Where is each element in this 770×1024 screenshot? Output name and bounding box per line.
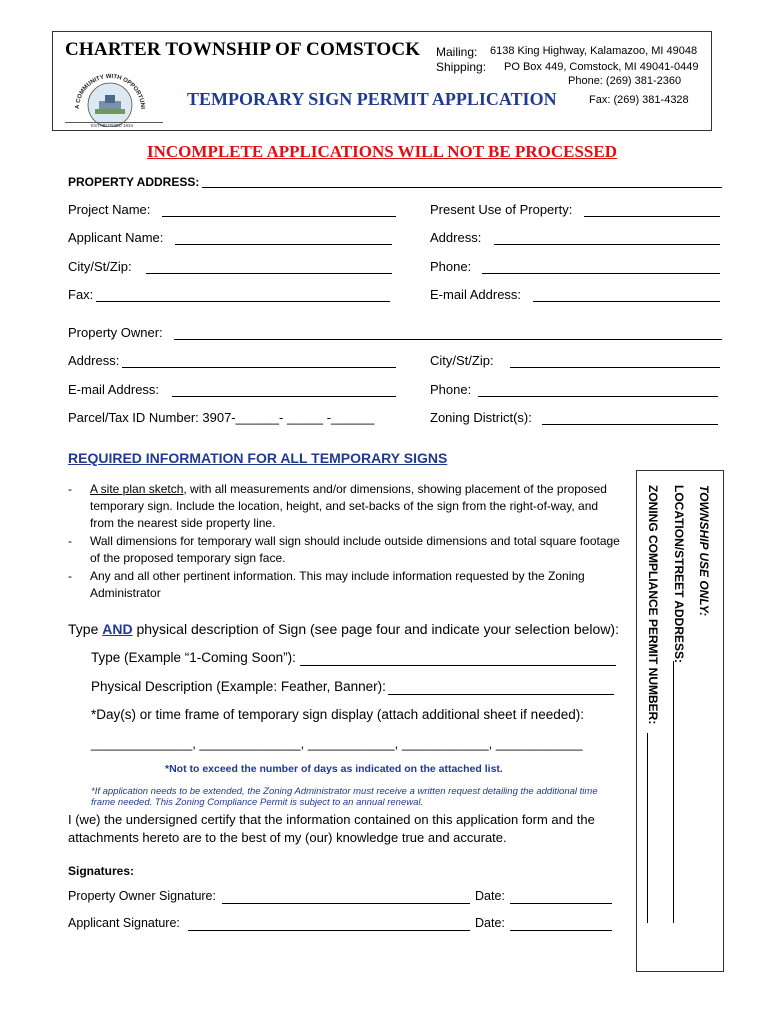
bullet-dash: - (68, 569, 72, 583)
property-address-input[interactable] (202, 187, 722, 188)
owner-date-label: Date: (475, 889, 505, 903)
applicant-signature-input[interactable] (188, 930, 470, 931)
fax-input[interactable] (96, 301, 390, 302)
applicant-email-label: E-mail Address: (430, 287, 522, 302)
present-use-label: Present Use of Property: (430, 202, 573, 217)
shipping-label: Shipping: (436, 60, 487, 74)
display-days-label: *Day(s) or time frame of temporary sign display (attach additional sheet if needed): (91, 707, 584, 722)
certification-statement: I (we) the undersigned certify that the information contained on this application form and the attachments hereto are to the best of my (our) knowledge true and accurate. (68, 812, 595, 845)
property-address-label: PROPERTY ADDRESS: (68, 175, 200, 189)
org-name: CHARTER TOWNSHIP OF COMSTOCK (65, 39, 421, 60)
type-pre: Type (68, 621, 103, 637)
owner-address-input[interactable] (122, 367, 396, 368)
owner-email-label: E-mail Address: (68, 382, 160, 397)
form-title: TEMPORARY SIGN PERMIT APPLICATION (187, 89, 557, 109)
owner-signature-label: Property Owner Signature: (68, 889, 216, 903)
location-address-label: LOCATION/STREET ADDRESS: (672, 485, 686, 664)
owner-phone-label: Phone: (430, 382, 472, 397)
sign-type-input[interactable] (300, 665, 616, 666)
bullet-other-info (68, 568, 618, 602)
phone-number: Phone: (269) 381-2360 (568, 75, 682, 87)
fax-label: Fax: (68, 287, 94, 302)
parcel-id-field[interactable]: Parcel/Tax ID Number: 3907-______- _____ -______ (68, 410, 375, 425)
applicant-date-input[interactable] (510, 930, 612, 931)
fax-number: Fax: (269) 381-4328 (589, 94, 689, 106)
sign-type-label: Type (Example “1-Coming Soon”): (91, 650, 296, 665)
sign-type-instructions (68, 621, 619, 637)
owner-city-input[interactable] (510, 367, 720, 368)
township-use-only-label: TOWNSHIP USE ONLY: (697, 485, 711, 617)
site-plan-link-text: A site plan sketch (90, 482, 184, 496)
type-post: physical description of Sign (see page four and indicate your selection below): (132, 621, 619, 637)
bullet-site-plan (68, 481, 618, 533)
zoning-district-label: Zoning District(s): (430, 410, 532, 425)
owner-email-input[interactable] (172, 396, 396, 397)
project-name-input[interactable] (162, 216, 396, 217)
bullet-wall-dimensions (68, 533, 618, 567)
applicant-name-label: Applicant Name: (68, 230, 164, 245)
mailing-address: 6138 King Highway, Kalamazoo, MI 49048 (490, 45, 698, 57)
applicant-city-input[interactable] (146, 273, 392, 274)
owner-signature-input[interactable] (222, 903, 470, 904)
bullet-dash: - (68, 482, 72, 496)
mailing-label: Mailing: (436, 45, 478, 59)
property-owner-input[interactable] (174, 339, 722, 340)
logo-motto: A COMMUNITY WITH OPPORTUNI (74, 73, 146, 110)
property-owner-label: Property Owner: (68, 325, 163, 340)
owner-date-input[interactable] (510, 903, 612, 904)
other-info-text: Any and all other pertinent information. This may include information requested by the Zoning Administrator (90, 569, 585, 600)
type-and: AND (102, 621, 133, 637)
applicant-address-label: Address: (430, 230, 482, 245)
site-plan-text: , with all measurements and/or dimensions, showing placement of the proposed temporary sign. Include the location, height, and set-backs of the sign from the right-of-way, and from the nearest side property line. (90, 482, 607, 530)
township-seal-icon (65, 65, 163, 127)
present-use-input[interactable] (584, 216, 720, 217)
incomplete-warning: INCOMPLETE APPLICATIONS WILL NOT BE PROCESSED (147, 142, 617, 161)
bullet-dash: - (68, 534, 72, 548)
required-info-title: REQUIRED INFORMATION FOR ALL TEMPORARY SIGNS (68, 450, 448, 466)
display-days-inputs[interactable]: ______________, ______________, ____________, ____________, ____________ (91, 736, 583, 751)
zoning-district-input[interactable] (542, 424, 718, 425)
township-logo (65, 65, 163, 127)
shipping-address: PO Box 449, Comstock, MI 49041-0449 (504, 61, 699, 73)
owner-address-label: Address: (68, 353, 120, 368)
signatures-title: Signatures: (68, 864, 135, 878)
applicant-name-input[interactable] (175, 244, 392, 245)
township-use-box (636, 470, 724, 972)
logo-established: ESTABLISHED 1834 (91, 123, 133, 127)
applicant-phone-input[interactable] (482, 273, 720, 274)
owner-phone-input[interactable] (478, 396, 718, 397)
permit-number-input[interactable] (647, 733, 648, 923)
applicant-signature-label: Applicant Signature: (68, 916, 180, 930)
location-address-input[interactable] (673, 661, 674, 923)
owner-city-label: City/St/Zip: (430, 353, 494, 368)
project-name-label: Project Name: (68, 202, 151, 217)
applicant-phone-label: Phone: (430, 259, 472, 274)
permit-number-label: ZONING COMPLIANCE PERMIT NUMBER: (646, 485, 660, 725)
physical-description-input[interactable] (388, 694, 614, 695)
wall-dimensions-text: Wall dimensions for temporary wall sign should include outside dimensions and total square footage of the proposed temporary sign face. (90, 534, 620, 565)
applicant-city-label: City/St/Zip: (68, 259, 132, 274)
physical-description-label: Physical Description (Example: Feather, Banner): (91, 679, 386, 694)
applicant-date-label: Date: (475, 916, 505, 930)
applicant-address-input[interactable] (494, 244, 720, 245)
applicant-email-input[interactable] (533, 301, 720, 302)
letterhead-box (52, 31, 712, 131)
days-limit-note: *Not to exceed the number of days as indicated on the attached list. (165, 763, 503, 775)
extension-note: *If application needs to be extended, the Zoning Administrator must receive a written request detailing the additional time frame needed. This Zoning Compliance Permit is subject to an annual renewal. (91, 786, 598, 808)
